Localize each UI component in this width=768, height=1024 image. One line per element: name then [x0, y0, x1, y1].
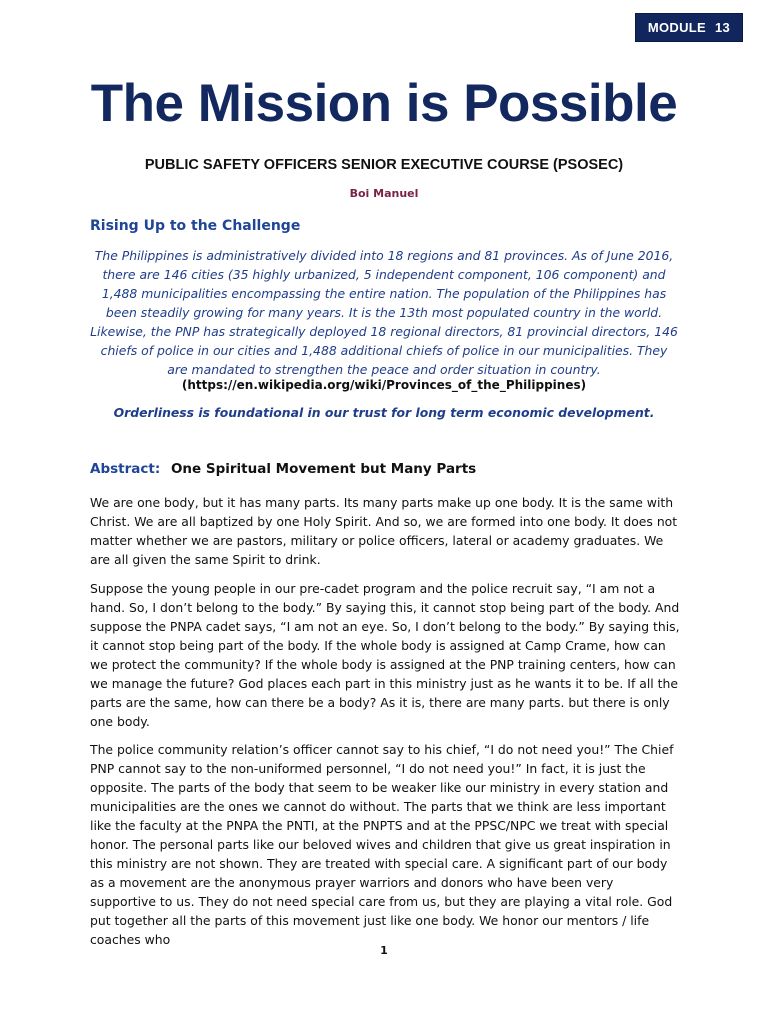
abstract-paragraph: Suppose the young people in our pre-cadet program and the police recruit say, “I am not a hand. So, I don’t belong to the body.” By saying this, it cannot stop being part of the body. And suppose the PNPA cadet says, “I am not an eye. So, I don’t belong to the body.” By saying this, it cannot stop being part of the body. If the whole body is assigned at Camp Crame, how can we protect the community? If the whole body is assigned at the PNP training centers, how can we manage the future? God places each part in this ministry just as he wants it to be. If all the parts are the same, how can there be a body? As it is, there are many parts. but there is only one body.: [90, 581, 680, 729]
abstract-heading: [90, 461, 476, 477]
module-badge: [635, 13, 743, 42]
module-label: MODULE: [647, 20, 707, 35]
abstract-label: Abstract:: [90, 461, 161, 477]
abstract-paragraph: We are one body, but it has many parts. Its many parts make up one body. It is the same with Christ. We are all baptized by one Holy Spirit. And so, we are formed into one body. It does not matter whether we are pastors, military or police officers, lateral or academy graduates. We are all given the same Spirit to drink.: [90, 495, 678, 567]
intro-paragraph: The Philippines is administratively divided into 18 regions and 81 provinces. As of June 2016, there are 146 cities (35 highly urbanized, 5 independent component, 106 component) and 1,488 municipalities encompassing the entire nation. The population of the Philippines has been steadily growing for many years. It is the 13th most populated country in the world. Likewise, the PNP has strategically deployed 18 regional directors, 81 provincial directors, 146 chiefs of police in our cities and 1,488 additional chiefs of police in our municipalities. They are mandated to strengthen the peace and order situation in country.: [90, 248, 678, 377]
document-title: The Mission is Possible: [90, 74, 678, 133]
section-heading: Rising Up to the Challenge: [90, 218, 301, 234]
abstract-title: One Spiritual Movement but Many Parts: [170, 461, 477, 477]
author-name: Boi Manuel: [349, 187, 419, 200]
module-number: 13: [715, 20, 731, 35]
abstract-paragraph: The police community relation’s officer cannot say to his chief, “I do not need you!” The Chief PNP cannot say to the non-uniformed personnel, “I do not need you!” In fact, it is just the opposite. The parts of the body that seem to be weaker like our ministry in every station and municipalities are the ones we cannot do without. The parts that we think are less important like the faculty at the PNPA the PNTI, at the PNPTS and at the PPSC/NPC we treat with special honor. The personal parts like our beloved wives and children that give us great inspiration in this ministry are not shown. They are treated with special care. A significant part of our body as a movement are the anonymous prayer warriors and donors who have been very supportive to us. They do not need special care from us, but they are playing a vital role. God put together all the parts of this movement just like one body. We honor our mentors / life coaches who: [90, 742, 674, 947]
course-name: PUBLIC SAFETY OFFICERS SENIOR EXECUTIVE COURSE (PSOSEC): [144, 157, 624, 173]
page-number: 1: [380, 944, 388, 957]
motto-statement: Orderliness is foundational in our trust for long term economic development.: [113, 405, 655, 420]
source-citation: (https://en.wikipedia.org/wiki/Provinces_of_the_Philippines): [181, 378, 587, 392]
